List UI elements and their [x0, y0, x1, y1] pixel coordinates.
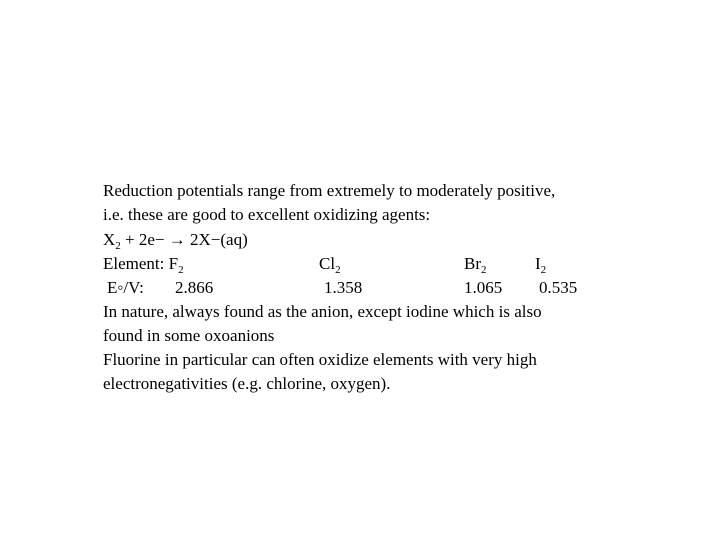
intro-line-1: Reduction potentials range from extremely to moderately positive, — [103, 181, 556, 200]
potential-br2: 1.065 — [464, 278, 503, 297]
fluorine-line-2: electronegativities (e.g. chlorine, oxygen). — [103, 374, 391, 393]
potential-f2: 2.866 — [175, 278, 214, 297]
element-label: Element: $F_2$ — [103, 254, 184, 276]
potential-i2: 0.535 — [539, 278, 578, 297]
element-br2: $Br_2$ — [464, 254, 487, 276]
reaction-x-subscript: 2 — [115, 240, 121, 252]
reaction-equation — [103, 230, 248, 250]
element-f2: $F_2$ — [168, 254, 184, 276]
potential-cl2: 1.358 — [324, 278, 363, 297]
intro-line-2: i.e. these are good to excellent oxidizing agents: — [103, 205, 431, 224]
nature-line-2: found in some oxoanions — [103, 326, 275, 345]
nature-line-1: In nature, always found as the anion, except iodine which is also — [103, 302, 542, 321]
reaction-x: X — [103, 230, 116, 249]
reaction-rest: + 2e− → 2X−(aq) — [120, 230, 248, 249]
fluorine-line-1: Fluorine in particular can often oxidize elements with very high — [103, 350, 537, 369]
potential-label: E◦/V: — [107, 278, 144, 297]
element-i2: $I_2$ — [535, 254, 547, 276]
element-cl2: $Cl_2$ — [319, 254, 341, 276]
